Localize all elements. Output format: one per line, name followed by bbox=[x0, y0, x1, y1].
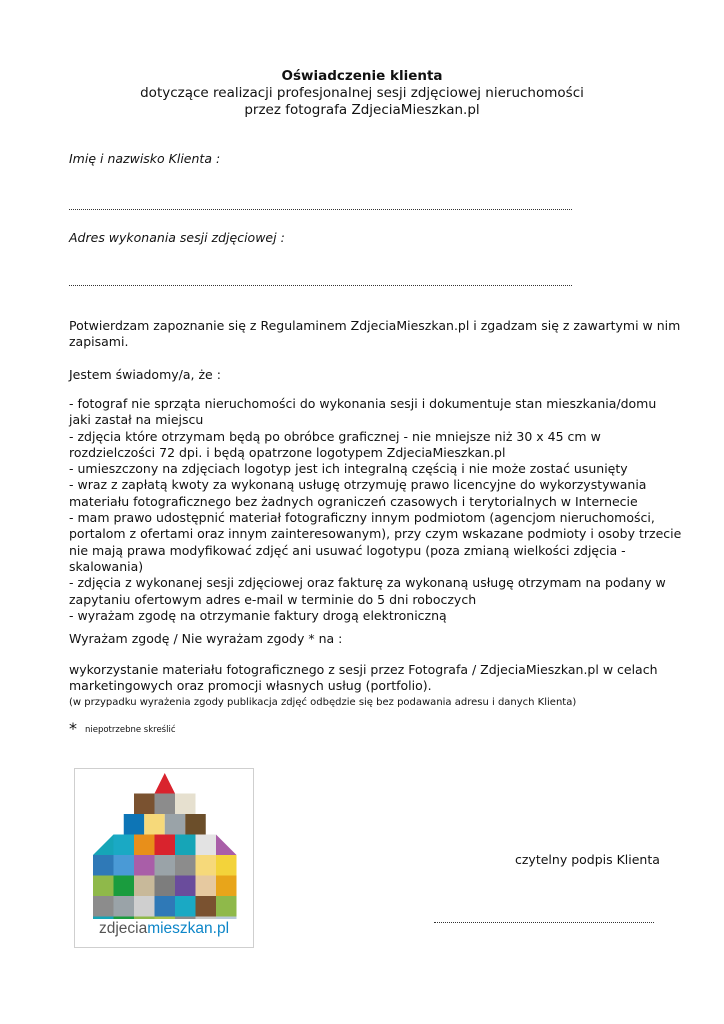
awareness-line: portalom z ofertami oraz innym zainteresowanym), przy czym wskazane podmioty i osoby trzecie bbox=[69, 526, 682, 542]
logo-tile bbox=[196, 896, 217, 917]
logo-tile bbox=[216, 896, 237, 917]
awareness-line: - zdjęcia z wykonanej sesji zdjęciowej oraz fakturę za wykonaną usługę otrzymam na podany w bbox=[69, 575, 666, 591]
client-name-label: Imię i nazwisko Klienta : bbox=[69, 151, 221, 166]
logo-tile bbox=[93, 917, 114, 920]
awareness-line: - mam prawo udostępnić materiał fotograficzny innym podmiotom (agencjom nieruchomości, bbox=[69, 510, 655, 526]
consent-heading[interactable]: Wyrażam zgodę / Nie wyrażam zgody * na : bbox=[69, 631, 343, 646]
logo-wordmark-part2: mieszkan.pl bbox=[147, 920, 230, 937]
session-address-label: Adres wykonania sesji zdjęciowej : bbox=[69, 230, 285, 245]
document-subtitle-line1: dotyczące realizacji profesjonalnej sesji zdjęciowej nieruchomości bbox=[140, 85, 584, 101]
logo-tile bbox=[134, 917, 155, 920]
confirmation-paragraph bbox=[69, 318, 681, 351]
confirmation-line: Potwierdzam zapoznanie się z Regulaminem ZdjeciaMieszkan.pl i zgadzam się z zawartymi w nim bbox=[69, 318, 681, 333]
logo-tile bbox=[134, 896, 155, 917]
logo-tile bbox=[134, 876, 155, 897]
logo-tile bbox=[216, 917, 237, 920]
logo-tile bbox=[124, 814, 145, 835]
logo-tile bbox=[114, 876, 135, 897]
logo-tile bbox=[155, 794, 176, 815]
awareness-line: - wraz z zapłatą kwoty za wykonaną usługę otrzymuję prawo licencyjne do wykorzystywania bbox=[69, 477, 647, 493]
footnote-text: niepotrzebne skreślić bbox=[84, 725, 176, 735]
logo-tile bbox=[175, 835, 196, 856]
logo-tile bbox=[165, 814, 186, 835]
logo-tile bbox=[216, 876, 237, 897]
logo-tile bbox=[134, 835, 155, 856]
logo-tile bbox=[114, 855, 135, 876]
logo-tile bbox=[175, 876, 196, 897]
logo-tile bbox=[175, 794, 196, 815]
logo-tile bbox=[196, 855, 217, 876]
logo-tile bbox=[114, 896, 135, 917]
document-subtitle-line2: przez fotografa ZdjeciaMieszkan.pl bbox=[244, 102, 480, 118]
logo-tile bbox=[155, 876, 176, 897]
logo-tile bbox=[155, 835, 176, 856]
consent-line: marketingowych oraz promocji własnych usług (portfolio). bbox=[69, 678, 432, 694]
awareness-line: nie mają prawa modyfikować zdjęć ani usuwać logotypu (poza zmianą wielkości zdjęcia - bbox=[69, 542, 626, 558]
logo-tile bbox=[155, 855, 176, 876]
logo-tile bbox=[144, 814, 165, 835]
document-title: Oświadczenie klienta bbox=[281, 68, 443, 84]
logo-tile bbox=[155, 917, 176, 920]
signature-label: czytelny podpis Klienta bbox=[515, 852, 660, 867]
logo-tile bbox=[175, 855, 196, 876]
logo-tile bbox=[114, 917, 135, 920]
confirmation-line: zapisami. bbox=[69, 334, 129, 350]
awareness-list bbox=[69, 396, 682, 624]
footnote bbox=[69, 719, 176, 738]
awareness-line: materiału fotograficznego bez żadnych ograniczeń czasowych i terytorialnych w Internecie bbox=[69, 493, 638, 509]
awareness-line: skalowania) bbox=[69, 558, 144, 574]
logo-roof-left bbox=[93, 835, 114, 856]
consent-paragraph bbox=[69, 662, 659, 711]
logo-tile bbox=[93, 876, 114, 897]
logo-tile bbox=[196, 835, 217, 856]
document-title-block bbox=[0, 68, 724, 119]
awareness-line: - fotograf nie sprząta nieruchomości do wykonania sesji i dokumentuje stan mieszkania/domu bbox=[69, 396, 657, 411]
awareness-line: - zdjęcia które otrzymam będą po obróbce graficznej - nie mniejsze niż 30 x 45 cm w bbox=[69, 428, 601, 444]
awareness-line: rozdzielczości 72 dpi. i będą opatrzone logotypem ZdjeciaMieszkan.pl bbox=[69, 444, 506, 460]
awareness-line: jaki zastał na miejscu bbox=[69, 412, 204, 428]
awareness-intro: Jestem świadomy/a, że : bbox=[69, 367, 221, 382]
logo-roof-peak bbox=[155, 773, 176, 794]
session-address-line[interactable] bbox=[69, 285, 572, 286]
client-name-line[interactable] bbox=[69, 209, 572, 210]
footnote-star: * bbox=[69, 719, 77, 738]
consent-note: (w przypadku wyrażenia zgody publikacja zdjęć odbędzie się bez podawania adresu i danych Klienta) bbox=[69, 696, 577, 708]
logo-tile bbox=[93, 855, 114, 876]
logo-tile bbox=[216, 855, 237, 876]
company-logo bbox=[74, 768, 254, 948]
logo-tile bbox=[196, 917, 217, 920]
logo-house-mosaic bbox=[75, 769, 253, 919]
logo-roof-right bbox=[216, 835, 237, 856]
logo-tile bbox=[93, 896, 114, 917]
signature-line[interactable] bbox=[434, 922, 654, 923]
logo-wordmark bbox=[75, 920, 253, 938]
logo-tile bbox=[175, 917, 196, 920]
logo-wordmark-part1: zdjecia bbox=[98, 920, 148, 937]
awareness-line: zapytaniu ofertowym adres e-mail w terminie do 5 dni roboczych bbox=[69, 591, 477, 607]
logo-tile bbox=[175, 896, 196, 917]
logo-tile bbox=[196, 876, 217, 897]
logo-tile bbox=[134, 794, 155, 815]
logo-tile bbox=[114, 835, 135, 856]
consent-line: wykorzystanie materiału fotograficznego z sesji przez Fotografa / ZdjeciaMieszkan.pl w celach bbox=[69, 662, 658, 677]
logo-tile bbox=[134, 855, 155, 876]
logo-tile bbox=[155, 896, 176, 917]
awareness-line: - wyrażam zgodę na otrzymanie faktury drogą elektroniczną bbox=[69, 607, 447, 623]
awareness-line: - umieszczony na zdjęciach logotyp jest ich integralną częścią i nie może zostać usunięty bbox=[69, 461, 628, 477]
logo-tile bbox=[185, 814, 206, 835]
